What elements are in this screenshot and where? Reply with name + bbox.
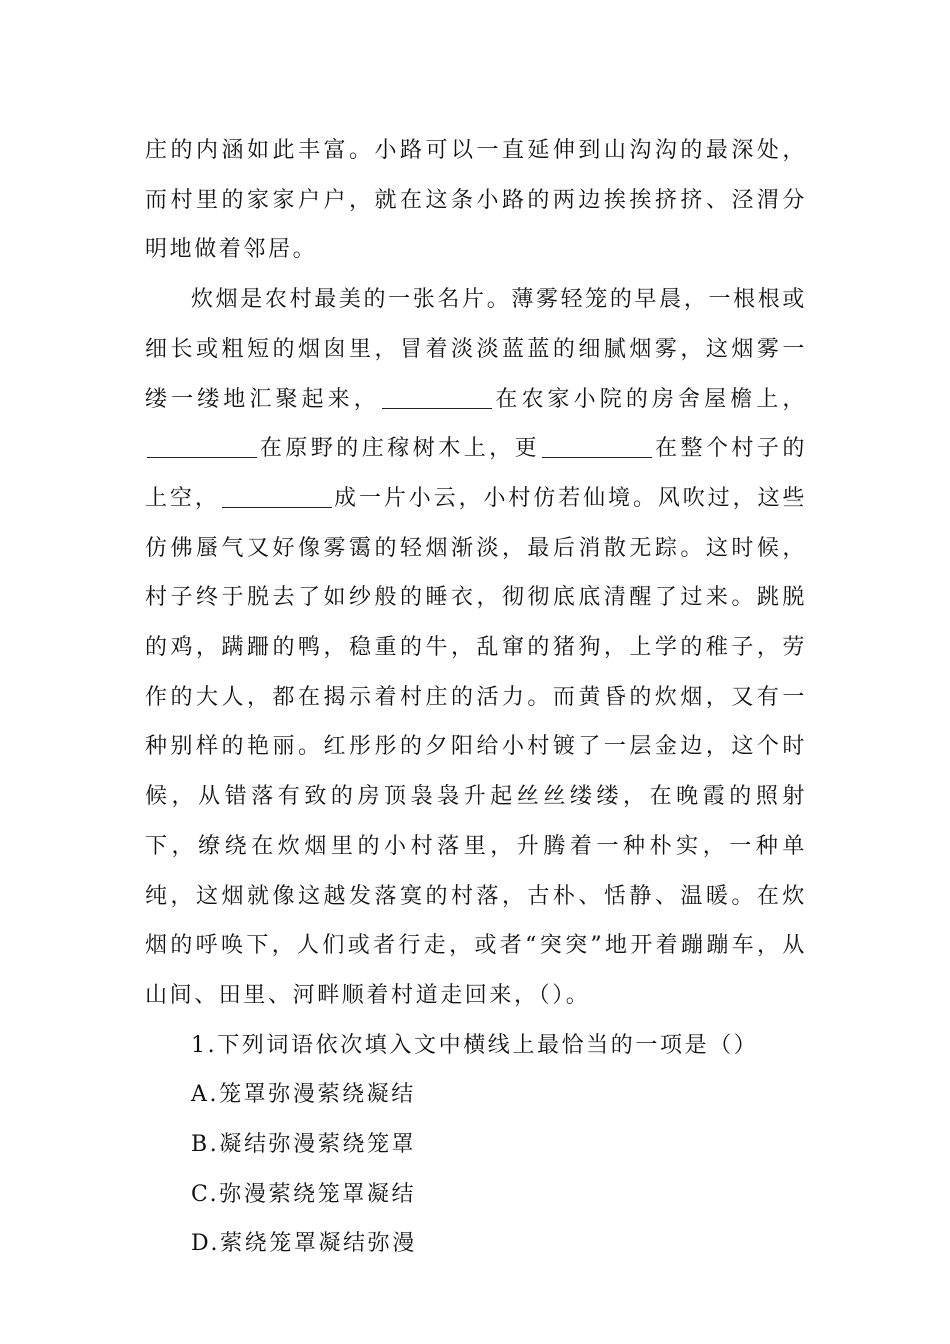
option-d: D.萦绕笼罩凝结弥漫: [191, 1231, 417, 1257]
option-b: B.凝结弥漫萦绕笼罩: [191, 1132, 417, 1158]
paragraph-village-road: 庄的内涵如此丰富。小路可以一直延伸到山沟沟的最深处，而村里的家家户户，就在这条小路的两边挨挨挤挤、泾渭分明地做着邻居。: [145, 138, 807, 263]
option-c: C.弥漫萦绕笼罩凝结: [191, 1181, 417, 1207]
question-stem: 1.下列词语依次填入文中横线上最恰当的一项是（）: [191, 1032, 759, 1058]
fill-blank-3: [542, 433, 652, 458]
document-body: [145, 126, 807, 1269]
passage-text: 在农家小院的房舍屋檐上，: [493, 386, 807, 412]
option-a: A.笼罩弥漫萦绕凝结: [191, 1082, 416, 1108]
passage-text: 成一片小云，小村仿若仙境。风吹过，这些仿佛蜃气又好像雾霭的轻烟渐淡，最后消散无踪。这时候，村子终于脱去了如纱般的睡衣，彻彻底底清醒了过来。跳脱的鸡，蹒跚的鸭，稳重的牛，乱窜的猪狗，上学的稚子，劳作的大人，都在揭示着村庄的活力。而黄昏的炊烟，又有一种别样的艳丽。红彤彤的夕阳给小村镀了一层金边，这个时候，从错落有致的房顶袅袅升起丝丝缕缕，在晚霞的照射下，缭绕在炊烟里的小村落里，升腾着一种朴实，一种单纯，这烟就像这越发落寞的村落，古朴、恬静、温暖。在炊烟的呼唤下，人们或者行走，或者“突突”地开着蹦蹦车，从山间、田里、河畔顺着村道走回来，（）。: [145, 485, 807, 1008]
fill-blank-1: [382, 384, 492, 409]
passage-text: 在整个村子的上空，: [145, 436, 807, 511]
paragraph-chimney-smoke: [145, 275, 807, 1021]
fill-blank-4: [222, 483, 332, 508]
passage-text: 在原野的庄稼树木上，更: [259, 436, 541, 462]
passage-text: 炊烟是农村最美的一张名片。薄雾轻笼的早晨，一根根或细长或粗短的烟囱里，冒着淡淡蓝蓝的细腻烟雾，这烟雾一缕一缕地汇聚起来，: [145, 287, 807, 412]
fill-blank-2: [147, 433, 257, 458]
